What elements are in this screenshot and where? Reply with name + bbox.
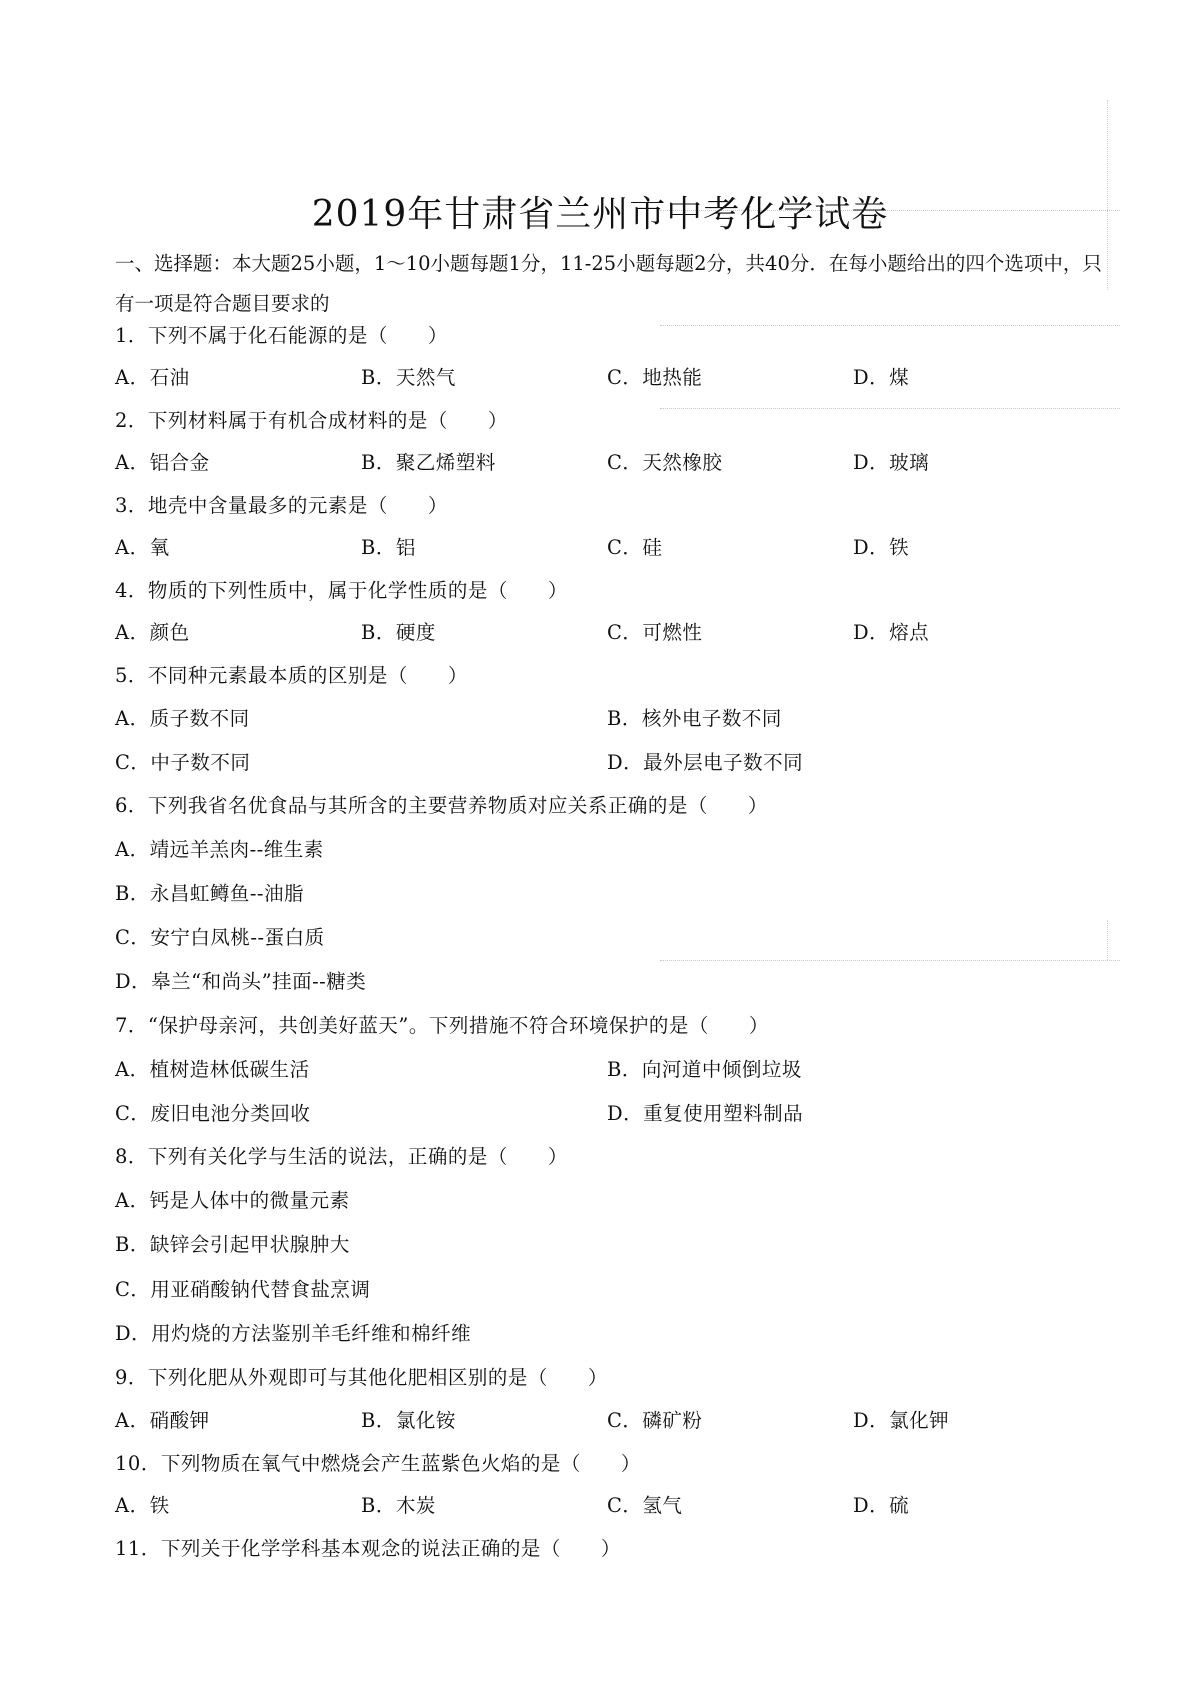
question-stem: 3．地壳中含量最多的元素是（ ） [115, 494, 448, 517]
option-b: B．天然气 [361, 366, 456, 389]
option-a: A．植树造林低碳生活 [115, 1058, 310, 1081]
option-b: B．向河道中倾倒垃圾 [607, 1058, 802, 1081]
question-stem: 7．“保护母亲河，共创美好蓝天”。下列措施不符合环境保护的是（ ） [115, 1014, 769, 1037]
option-d: D．用灼烧的方法鉴别羊毛纤维和棉纤维 [115, 1322, 472, 1345]
options-row [115, 880, 1095, 908]
options-row [115, 1231, 1095, 1259]
option-d: D．皋兰“和尚头”挂面--糖类 [115, 970, 367, 993]
option-c: C．地热能 [607, 366, 703, 389]
question-stem: 2．下列材料属于有机合成材料的是（ ） [115, 409, 508, 432]
options-row [115, 1320, 1095, 1348]
section-instructions: 一、选择题：本大题25小题，1～10小题每题1分，11-25小题每题2分，共40分．在每小题给出的四个选项中，只有一项是符合题目要求的 [115, 252, 1102, 315]
option-a: A．靖远羊羔肉--维生素 [115, 838, 324, 861]
option-b: B．木炭 [361, 1494, 436, 1517]
question-stem: 6．下列我省名优食品与其所含的主要营养物质对应关系正确的是（ ） [115, 794, 768, 817]
option-a: A．氧 [115, 536, 170, 559]
option-c: C．氢气 [607, 1494, 683, 1517]
options-row [115, 836, 1095, 864]
option-a: A．钙是人体中的微量元素 [115, 1189, 350, 1212]
option-c: C．磷矿粉 [607, 1409, 703, 1432]
options-row [115, 619, 1095, 647]
options-row [115, 749, 1095, 777]
options-row [115, 705, 1095, 733]
page-title: 2019年甘肃省兰州市中考化学试卷 [311, 194, 889, 235]
options-row [115, 924, 1095, 952]
option-c: C．用亚硝酸钠代替食盐烹调 [115, 1278, 371, 1301]
option-d: D．玻璃 [853, 451, 930, 474]
option-b: B．永昌虹鳟鱼--油脂 [115, 882, 305, 905]
option-d: D．重复使用塑料制品 [607, 1102, 804, 1125]
question-stem: 10．下列物质在氧气中燃烧会产生蓝紫色火焰的是（ ） [115, 1452, 641, 1475]
option-a: A．质子数不同 [115, 707, 250, 730]
option-c: C．可燃性 [607, 621, 703, 644]
option-a: A．铝合金 [115, 451, 210, 474]
option-c: C．硅 [607, 536, 663, 559]
question-stem: 4．物质的下列性质中，属于化学性质的是（ ） [115, 579, 568, 602]
question-stem: 9．下列化肥从外观即可与其他化肥相区别的是（ ） [115, 1366, 608, 1389]
options-row [115, 364, 1095, 392]
option-c: C．天然橡胶 [607, 451, 723, 474]
options-row [115, 1276, 1095, 1304]
option-d: D．煤 [853, 366, 910, 389]
options-row [115, 1492, 1095, 1520]
question-stem: 11．下列关于化学学科基本观念的说法正确的是（ ） [115, 1537, 621, 1560]
option-b: B．氯化铵 [361, 1409, 456, 1432]
option-b: B．聚乙烯塑料 [361, 451, 496, 474]
options-row [115, 1100, 1095, 1128]
option-d: D．氯化钾 [853, 1409, 950, 1432]
option-a: A．颜色 [115, 621, 190, 644]
question-stem: 1．下列不属于化石能源的是（ ） [115, 324, 448, 347]
option-c: C．安宁白凤桃--蛋白质 [115, 926, 325, 949]
scan-margin-dots [1107, 920, 1108, 960]
option-a: A．石油 [115, 366, 190, 389]
scan-noise-line [660, 960, 1120, 961]
option-b: B．缺锌会引起甲状腺肿大 [115, 1233, 350, 1256]
options-row [115, 449, 1095, 477]
option-c: C．废旧电池分类回收 [115, 1102, 311, 1125]
option-d: D．硫 [853, 1494, 910, 1517]
option-b: B．铝 [361, 536, 416, 559]
question-stem: 5．不同种元素最本质的区别是（ ） [115, 664, 468, 687]
option-d: D．铁 [853, 536, 910, 559]
option-c: C．中子数不同 [115, 751, 251, 774]
option-a: A．硝酸钾 [115, 1409, 210, 1432]
options-row [115, 534, 1095, 562]
option-a: A．铁 [115, 1494, 170, 1517]
option-b: B．硬度 [361, 621, 436, 644]
options-row [115, 1056, 1095, 1084]
option-d: D．熔点 [853, 621, 930, 644]
options-row [115, 1187, 1095, 1215]
question-stem: 8．下列有关化学与生活的说法，正确的是（ ） [115, 1145, 568, 1168]
option-d: D．最外层电子数不同 [607, 751, 804, 774]
options-row [115, 1407, 1095, 1435]
option-b: B．核外电子数不同 [607, 707, 782, 730]
options-row [115, 968, 1095, 996]
